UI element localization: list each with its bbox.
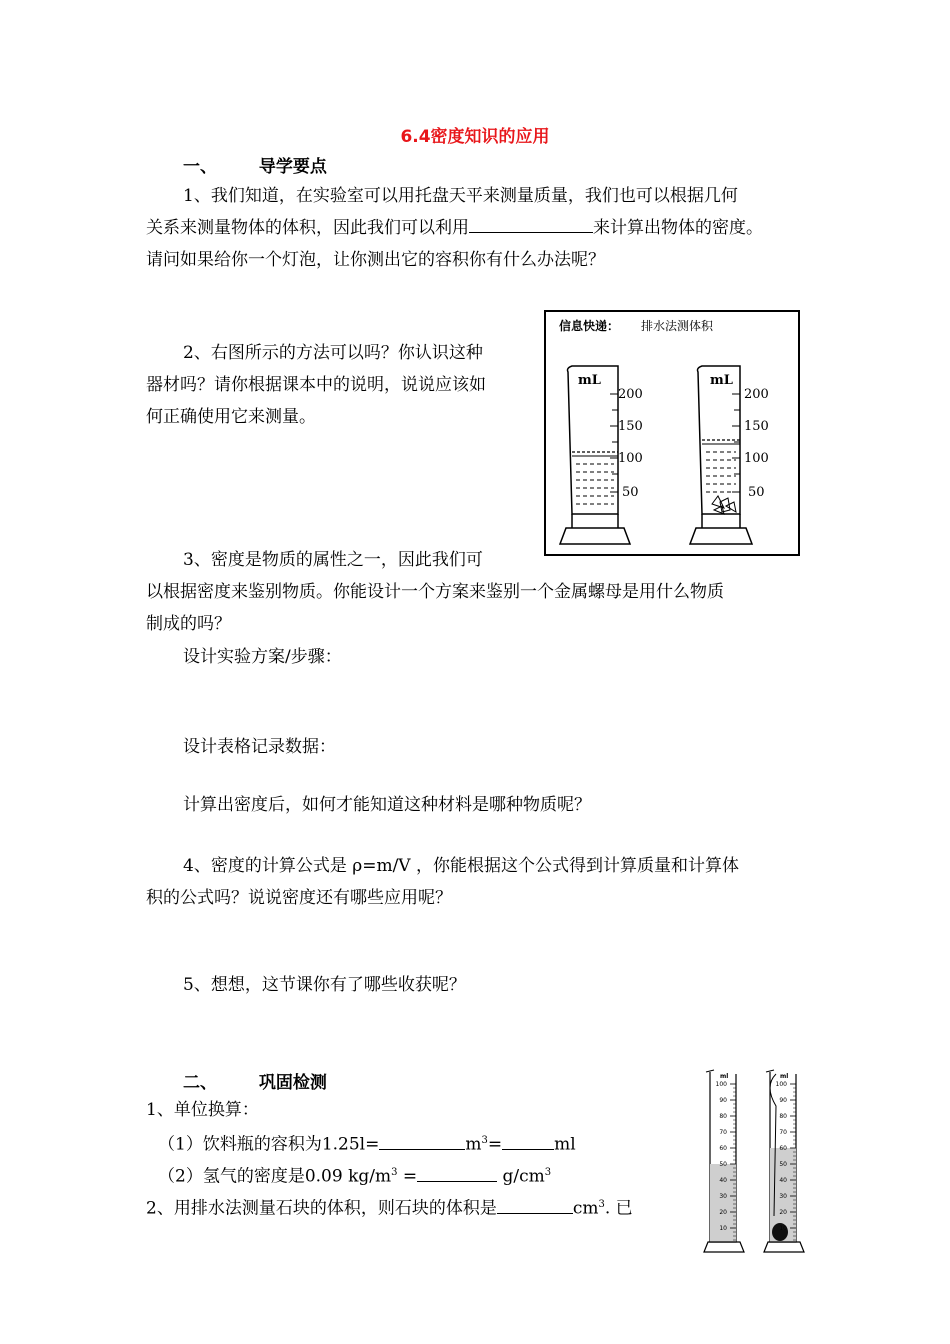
tick-label-left: 20 [719,1209,727,1216]
tick-label-left: 70 [719,1129,727,1136]
tick-150-right: 150 [744,419,769,434]
tick-50-right: 50 [748,485,765,500]
tick-200-left: 200 [618,387,643,402]
figure-caption-label: 信息快递： [559,319,620,333]
q2-line1: 2、右图所示的方法可以吗？你认识这种 [183,343,483,363]
s2-q2-c: . 已 [604,1198,633,1219]
q3-table-label: 设计表格记录数据： [183,737,336,757]
tick-150-left: 150 [618,419,643,434]
s2-q1a-ml: ml [554,1134,576,1155]
tick-200-right: 200 [744,387,769,402]
s2-q2-sup: 3 [598,1199,605,1210]
s2-q1a-eq: = [487,1134,503,1155]
cylinder-left [560,366,643,544]
q1-line1: 1、我们知道，在实验室可以用托盘天平来测量质量，我们也可以根据几何 [183,186,738,206]
q2-line3: 何正确使用它来测量。 [146,407,316,427]
tick-label-left: 50 [719,1161,727,1168]
tick-50-left: 50 [622,485,639,500]
section2-title: 巩固检测 [258,1073,327,1093]
q3-plan-label: 设计实验方案/步骤： [183,647,342,667]
unit-small-left: ml [720,1073,729,1080]
section1-heading [183,152,327,177]
page-title: 6.4密度知识的应用 [400,127,550,147]
tick-label-left: 90 [719,1097,727,1104]
s2-q1b-blank[interactable] [417,1163,497,1182]
cylinders-figure-2 [700,1066,820,1256]
s2-q1b-eq: = [397,1166,418,1187]
s2-q2-a: 2、用排水法测量石块的体积，则石块的体积是 [146,1198,497,1219]
s2-q2-blank[interactable] [497,1195,573,1214]
tick-label-right: 60 [779,1145,787,1152]
displacement-figure [544,310,800,556]
tick-label-right: 40 [779,1177,787,1184]
tick-label-right: 20 [779,1209,787,1216]
tick-label-left: 100 [715,1081,727,1088]
s2-q1a-a: （1）饮料瓶的容积为1.25l= [158,1134,380,1155]
tick-label-right: 10 [779,1225,787,1232]
s2-q2 [146,1188,633,1226]
tick-label-left: 60 [719,1145,727,1152]
section2-heading [183,1068,327,1093]
tick-100-left: 100 [618,451,643,466]
q1-line2-b: 来计算出物体的密度。 [593,218,763,238]
section1-title: 导学要点 [258,157,327,177]
q5-line: 5、想想，这节课你有了哪些收获呢？ [183,975,466,995]
unit-small-right: ml [780,1073,789,1080]
q4-line2: 积的公式吗？说说密度还有哪些应用呢？ [146,888,452,908]
cylinder-right [690,366,769,544]
tick-label-right: 90 [779,1097,787,1104]
section1-number: 一、 [183,157,217,177]
q1-answer-blank[interactable] [469,214,593,233]
q1-line2-a: 关系来测量物体的体积，因此我们可以利用 [146,218,469,238]
q3-followup: 计算出密度后，如何才能知道这种材料是哪种物质呢？ [183,795,591,815]
q1-line2 [146,211,763,245]
s2-q1b-sup: 3 [391,1167,398,1178]
s2-q1b-unit: g/cm [497,1166,545,1187]
s2-q1b-sup2: 3 [544,1167,552,1178]
tick-label-left: 30 [719,1193,727,1200]
q4-line1: 4、密度的计算公式是 ρ=m/V ，你能根据这个公式得到计算质量和计算体 [183,856,739,876]
s2-q1: 1、单位换算： [146,1100,259,1120]
tick-label-right: 30 [779,1193,787,1200]
tick-label-left: 40 [719,1177,727,1184]
q3-line2: 以根据密度来鉴别物质。你能设计一个方案来鉴别一个金属螺母是用什么物质 [146,582,724,602]
s2-q1a-blank2[interactable] [502,1131,554,1150]
figure-caption-text: 排水法测体积 [641,319,714,333]
tick-label-right: 50 [779,1161,787,1168]
section2-number: 二、 [183,1073,217,1093]
immersed-objects [712,496,736,514]
tick-label-right: 70 [779,1129,787,1136]
tick-label-left: 80 [719,1113,727,1120]
graduated-cylinders-svg [546,312,798,554]
tick-label-left: 10 [719,1225,727,1232]
tick-label-right: 100 [775,1081,787,1088]
s2-q1a-blank1[interactable] [379,1131,465,1150]
s2-q1b-a: （2）氢气的密度是0.09 kg/m [158,1166,392,1187]
s2-q1a-sup: 3 [481,1135,488,1146]
unit-label-left: mL [578,373,601,388]
q2-line2: 器材吗？请你根据课本中的说明，说说应该如 [146,375,486,395]
tick-label-right: 80 [779,1113,787,1120]
s2-q2-unit: cm [572,1198,599,1219]
unit-label-right: mL [710,373,733,388]
q1-line3: 请问如果给你一个灯泡，让你测出它的容积你有什么办法呢？ [146,250,605,270]
tick-100-right: 100 [744,451,769,466]
q3-line3: 制成的吗？ [146,614,231,634]
s2-q1a-unit: m [465,1134,482,1155]
q3-line1: 3、密度是物质的属性之一，因此我们可 [183,550,483,570]
